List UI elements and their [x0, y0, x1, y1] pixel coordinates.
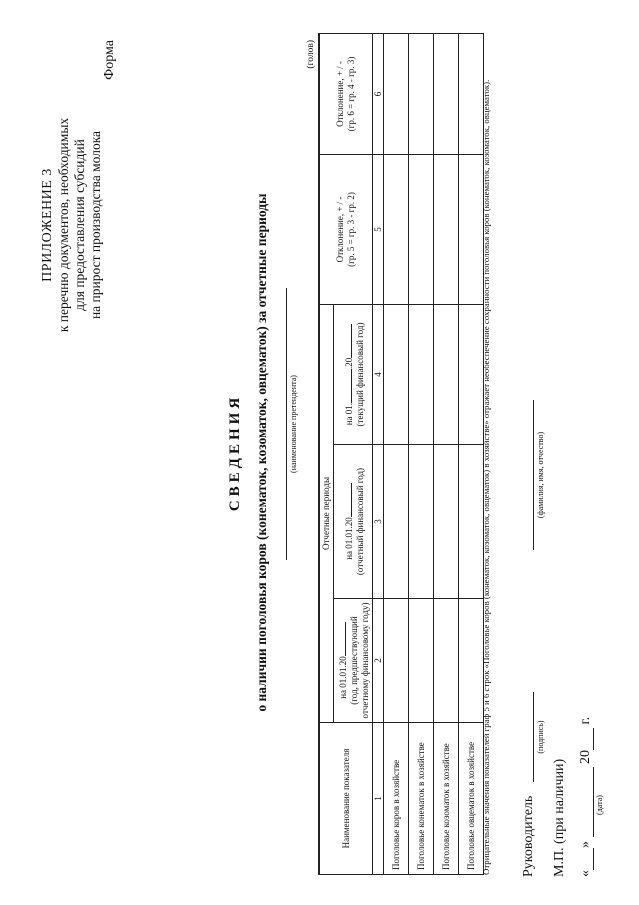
column-number: 1	[373, 723, 384, 875]
header-col6	[319, 34, 373, 155]
row-label: Поголовье овцематок в хозяйстве	[459, 723, 484, 875]
full-name-line[interactable]	[533, 400, 534, 550]
table-cell[interactable]	[409, 599, 434, 723]
table-row	[434, 34, 459, 875]
date-year-suffix: г.	[578, 716, 593, 725]
header-col3-date: на 01.01.20	[341, 447, 355, 596]
table-cell[interactable]	[384, 34, 409, 155]
signature-caption: (подпись)	[536, 720, 545, 754]
header-col5-title: Отклонение, + / -	[335, 196, 345, 263]
header-col5	[319, 155, 373, 305]
full-name-caption: (фамилия, имя, отчество)	[536, 431, 545, 519]
row-label: Поголовье козоматок в хозяйстве	[434, 723, 459, 875]
table-cell[interactable]	[384, 155, 409, 305]
appendix-line: к перечню документов, необходимых	[56, 117, 71, 333]
header-col6-formula: (гр. 6 = гр. 4 - гр. 3)	[346, 56, 356, 132]
year-blank	[341, 324, 352, 358]
form-label: Форма	[102, 40, 117, 80]
month-blank[interactable]	[580, 768, 594, 838]
header-col4-date: на 01..20	[341, 307, 355, 442]
table-cell[interactable]	[434, 305, 459, 445]
table-cell[interactable]	[409, 445, 434, 599]
header-col4-note: (текущий финансовый год)	[354, 322, 365, 427]
table-cell[interactable]	[434, 155, 459, 305]
table-cell[interactable]	[384, 445, 409, 599]
table-cell[interactable]	[409, 34, 434, 155]
livestock-table	[318, 33, 484, 875]
applicant-caption: (наименование претендента)	[289, 375, 298, 473]
header-periods-group: Отчетные периоды	[319, 305, 334, 723]
year-blank	[335, 622, 346, 656]
header-col3	[334, 445, 373, 599]
row-label: Поголовье коров в хозяйстве	[384, 723, 409, 875]
table-cell[interactable]	[409, 155, 434, 305]
header-col2-note: (год, предшествующий отчетному финансовому году)	[349, 602, 370, 719]
column-number: 3	[373, 445, 384, 599]
appendix-line: для предоставления субсидий	[72, 139, 87, 311]
column-number: 2	[373, 599, 384, 723]
table-row	[384, 34, 409, 875]
date-year-prefix: 20	[578, 750, 593, 764]
signature-line[interactable]	[533, 692, 534, 782]
appendix-header	[40, 55, 104, 395]
date-caption: (дата)	[595, 795, 604, 815]
column-number: 5	[373, 155, 384, 305]
table-cell[interactable]	[384, 305, 409, 445]
date-close-quote: »	[578, 841, 593, 848]
applicant-name-line	[286, 288, 287, 560]
header-col2	[334, 599, 373, 723]
head-label: Руководитель	[521, 795, 536, 877]
header-col2-date: на 01.01.20	[335, 601, 349, 720]
date-open-quote: «	[578, 870, 593, 877]
unit-label: (голов)	[306, 40, 316, 69]
header-indicator: Наименование показателя	[319, 723, 373, 875]
row-label: Поголовье конематок в хозяйстве	[409, 723, 434, 875]
column-number: 6	[373, 34, 384, 155]
table-cell[interactable]	[434, 34, 459, 155]
month-blank	[341, 369, 352, 403]
footnote: Отрицательные значения показателей граф 5 и 6 строк «Поголовье коров (конематок, козоматок, овцематок) в хозяйстве» отражает необеспечение сохранности поголовья коров (конематок, козоматок, овцематок).	[481, 79, 491, 875]
day-blank[interactable]	[580, 848, 594, 870]
document-subtitle: о наличии поголовья коров (конематок, козоматок, овцематок) за отчетные периоды	[254, 193, 269, 712]
appendix-line: на прирост производства молока	[88, 130, 103, 320]
table-header-row	[319, 34, 334, 875]
header-col6-title: Отклонение, + / -	[335, 61, 345, 127]
year-blank	[341, 483, 352, 517]
document-title: СВЕДЕНИЯ	[227, 393, 243, 512]
column-number: 4	[373, 305, 384, 445]
date-line	[578, 717, 594, 877]
table-cell[interactable]	[434, 599, 459, 723]
header-col5-formula: (гр. 5 = гр. 3 - гр. 2)	[346, 192, 356, 267]
stamp-label: М.П. (при наличии)	[552, 758, 567, 877]
year-blank[interactable]	[580, 728, 594, 750]
column-number-row	[373, 34, 384, 875]
header-col3-note: (отчетный финансовый год)	[354, 467, 365, 576]
table-row	[409, 34, 434, 875]
table-cell[interactable]	[434, 445, 459, 599]
appendix-title: ПРИЛОЖЕНИЕ 3	[40, 168, 55, 282]
header-col4	[334, 305, 373, 445]
table-cell[interactable]	[384, 599, 409, 723]
table-cell[interactable]	[409, 305, 434, 445]
